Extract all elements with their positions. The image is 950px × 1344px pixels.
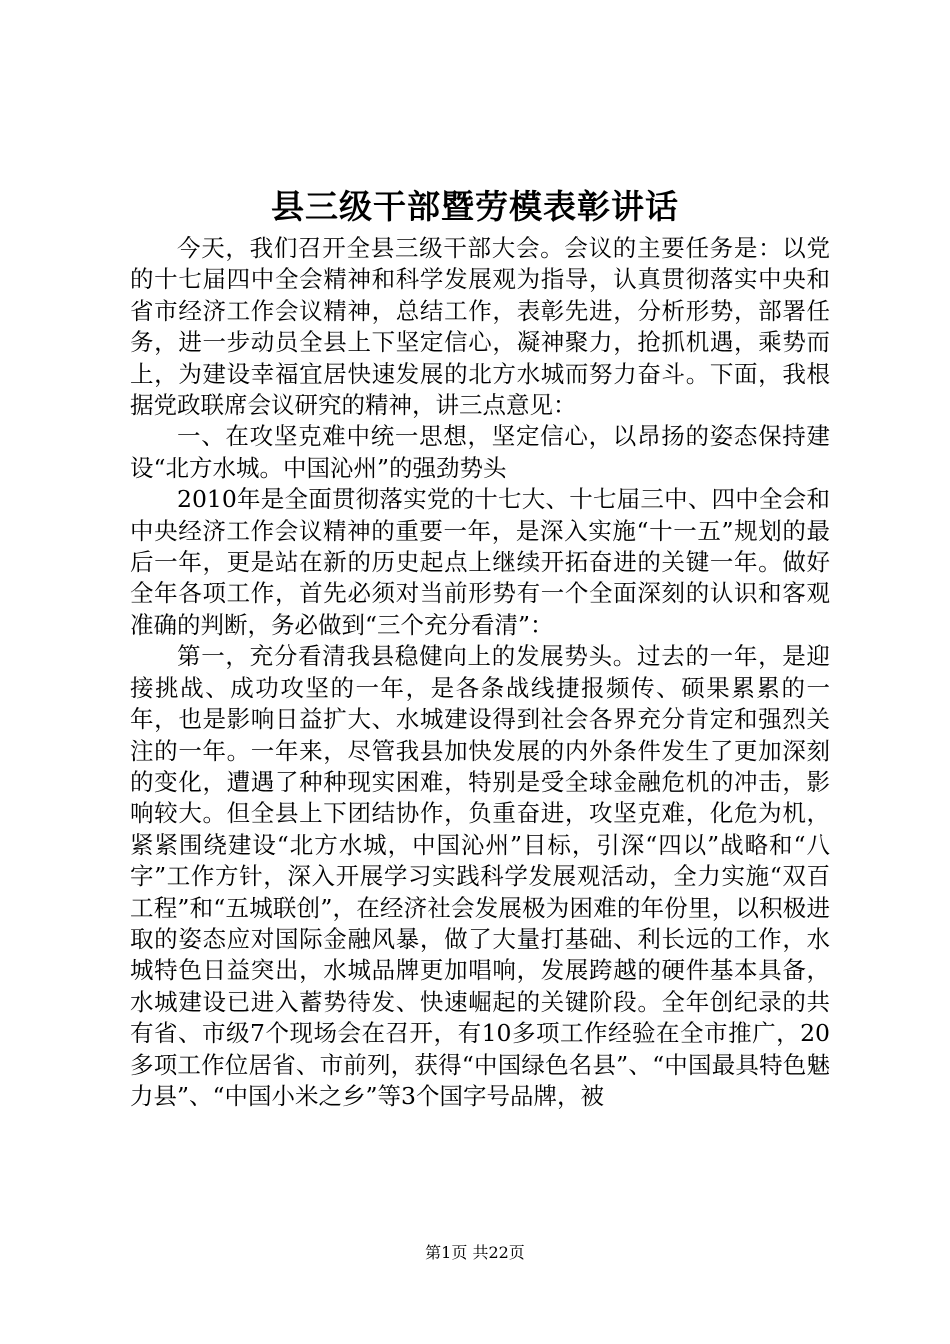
paragraph-2010: 2010年是全面贯彻落实党的十七大、十七届三中、四中全会和中央经济工作会议精神的重要一年，是深入实施“十一五”规划的最后一年，更是站在新的历史起点上继续开拓奋进的关键一年。做好全年各项工作，首先必须对当前形势有一个全面深刻的认识和客观准确的判断，务必做到“三个充分看清”： [130, 485, 830, 639]
paragraph-first-point: 第一，充分看清我县稳健向上的发展势头。过去的一年，是迎接挑战、成功攻坚的一年，是各条战线捷报频传、硕果累累的一年，也是影响日益扩大、水城建设得到社会各界充分肯定和强烈关注的一年。一年来，尽管我县加快发展的内外条件发生了更加深刻的变化，遭遇了种种现实困难，特别是受全球金融危机的冲击，影响较大。但全县上下团结协作，负重奋进，攻坚克难，化危为机，紧紧围绕建设“北方水城，中国沁州”目标，引深“四以”战略和“八字”工作方针，深入开展学习实践科学发展观活动，全力实施“双百工程”和“五城联创”，在经济社会发展极为困难的年份里，以积极进取的姿态应对国际金融风暴，做了大量打基础、利长远的工作，水城特色日益突出，水城品牌更加唱响，发展跨越的硬件基本具备，水城建设已进入蓄势待发、快速崛起的关键阶段。全年创纪录的共有省、市级7个现场会在召开，有10多项工作经验在全市推广，20多项工作位居省、市前列，获得“中国绿色名县”、“中国最具特色魅力县”、“中国小米之乡”等3个国字号品牌，被 [130, 642, 830, 1110]
paragraph-intro: 今天，我们召开全县三级干部大会。会议的主要任务是：以党的十七届四中全会精神和科学发展观为指导，认真贯彻落实中央和省市经济工作会议精神，总结工作，表彰先进，分析形势，部署任务，进一步动员全县上下坚定信心，凝神聚力，抢抓机遇，乘势而上，为建设幸福宜居快速发展的北方水城而努力奋斗。下面，我根据党政联席会议研究的精神，讲三点意见： [130, 234, 830, 420]
document-title: 县三级干部暨劳模表彰讲话 [271, 187, 679, 226]
paragraph-section-heading: 一、在攻坚克难中统一思想，坚定信心，以昂扬的姿态保持建设“北方水城。中国沁州”的强劲势头 [130, 422, 830, 482]
document-body [130, 233, 830, 1112]
page-footer: 第1页 共22页 [425, 1243, 525, 1262]
